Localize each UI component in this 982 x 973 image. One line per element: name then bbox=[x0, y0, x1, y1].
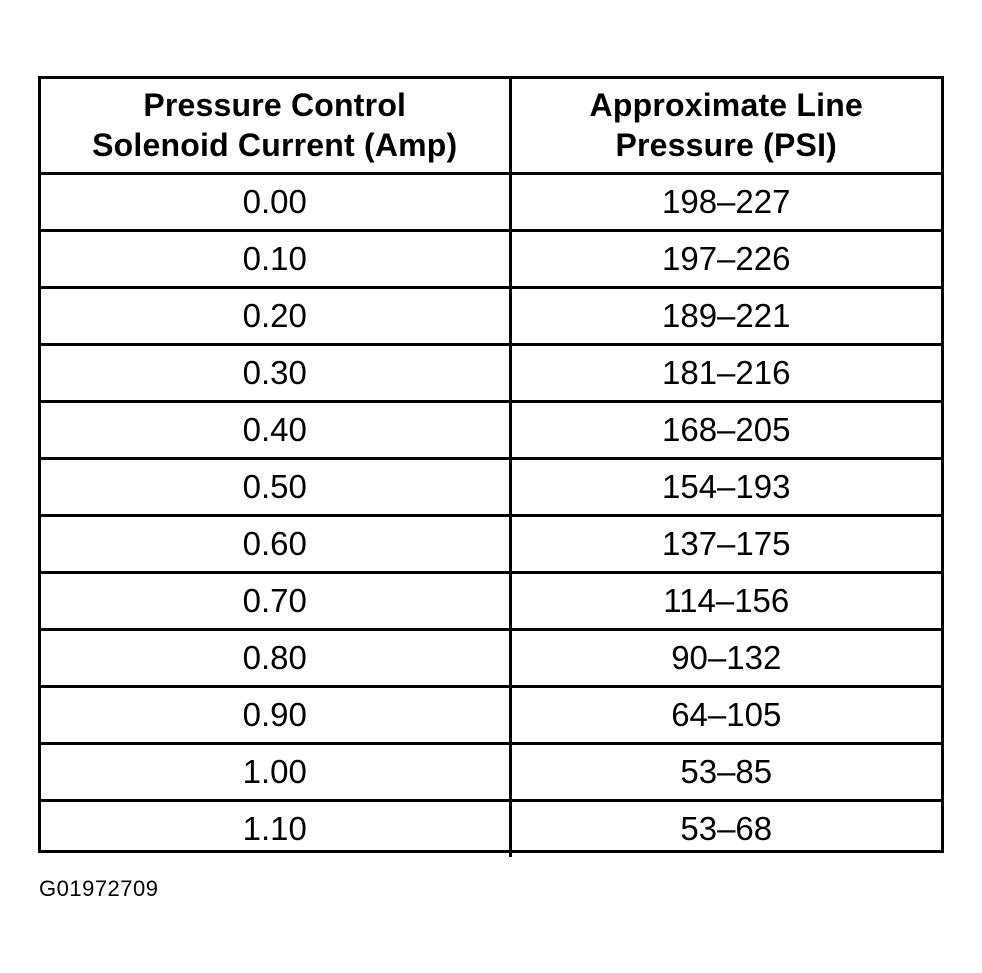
table-row bbox=[41, 800, 941, 857]
pressure-cell: 198–227 bbox=[510, 173, 941, 230]
pressure-cell: 53–68 bbox=[510, 800, 941, 857]
table-header-row bbox=[41, 79, 941, 173]
table-row bbox=[41, 515, 941, 572]
table-row bbox=[41, 401, 941, 458]
current-cell: 0.80 bbox=[41, 629, 510, 686]
current-cell: 0.00 bbox=[41, 173, 510, 230]
table-row bbox=[41, 629, 941, 686]
table-row bbox=[41, 173, 941, 230]
current-cell: 0.50 bbox=[41, 458, 510, 515]
current-cell: 0.40 bbox=[41, 401, 510, 458]
current-cell: 0.20 bbox=[41, 287, 510, 344]
pressure-cell: 154–193 bbox=[510, 458, 941, 515]
header-solenoid-current bbox=[41, 79, 510, 173]
pressure-cell: 137–175 bbox=[510, 515, 941, 572]
pressure-cell: 189–221 bbox=[510, 287, 941, 344]
pressure-table-frame bbox=[38, 76, 944, 853]
header-line-pressure-line-1: Approximate Line Pressure (PSI) bbox=[589, 87, 863, 164]
header-line-pressure bbox=[510, 79, 941, 173]
pressure-cell: 64–105 bbox=[510, 686, 941, 743]
current-cell: 1.10 bbox=[41, 800, 510, 857]
current-cell: 0.30 bbox=[41, 344, 510, 401]
current-cell: 0.90 bbox=[41, 686, 510, 743]
table-row bbox=[41, 344, 941, 401]
figure-id-caption: G01972709 bbox=[39, 876, 159, 901]
pressure-cell: 90–132 bbox=[510, 629, 941, 686]
current-cell: 0.10 bbox=[41, 230, 510, 287]
pressure-cell: 53–85 bbox=[510, 743, 941, 800]
current-cell: 1.00 bbox=[41, 743, 510, 800]
table-row bbox=[41, 287, 941, 344]
current-cell: 0.60 bbox=[41, 515, 510, 572]
header-solenoid-current-line-1: Pressure Control Solenoid Current (Amp) bbox=[92, 87, 458, 164]
pressure-table bbox=[41, 79, 941, 857]
pressure-cell: 181–216 bbox=[510, 344, 941, 401]
pressure-cell: 168–205 bbox=[510, 401, 941, 458]
table-row bbox=[41, 458, 941, 515]
pressure-cell: 114–156 bbox=[510, 572, 941, 629]
pressure-cell: 197–226 bbox=[510, 230, 941, 287]
table-row bbox=[41, 230, 941, 287]
current-cell: 0.70 bbox=[41, 572, 510, 629]
table-row bbox=[41, 743, 941, 800]
table-row bbox=[41, 686, 941, 743]
table-row bbox=[41, 572, 941, 629]
